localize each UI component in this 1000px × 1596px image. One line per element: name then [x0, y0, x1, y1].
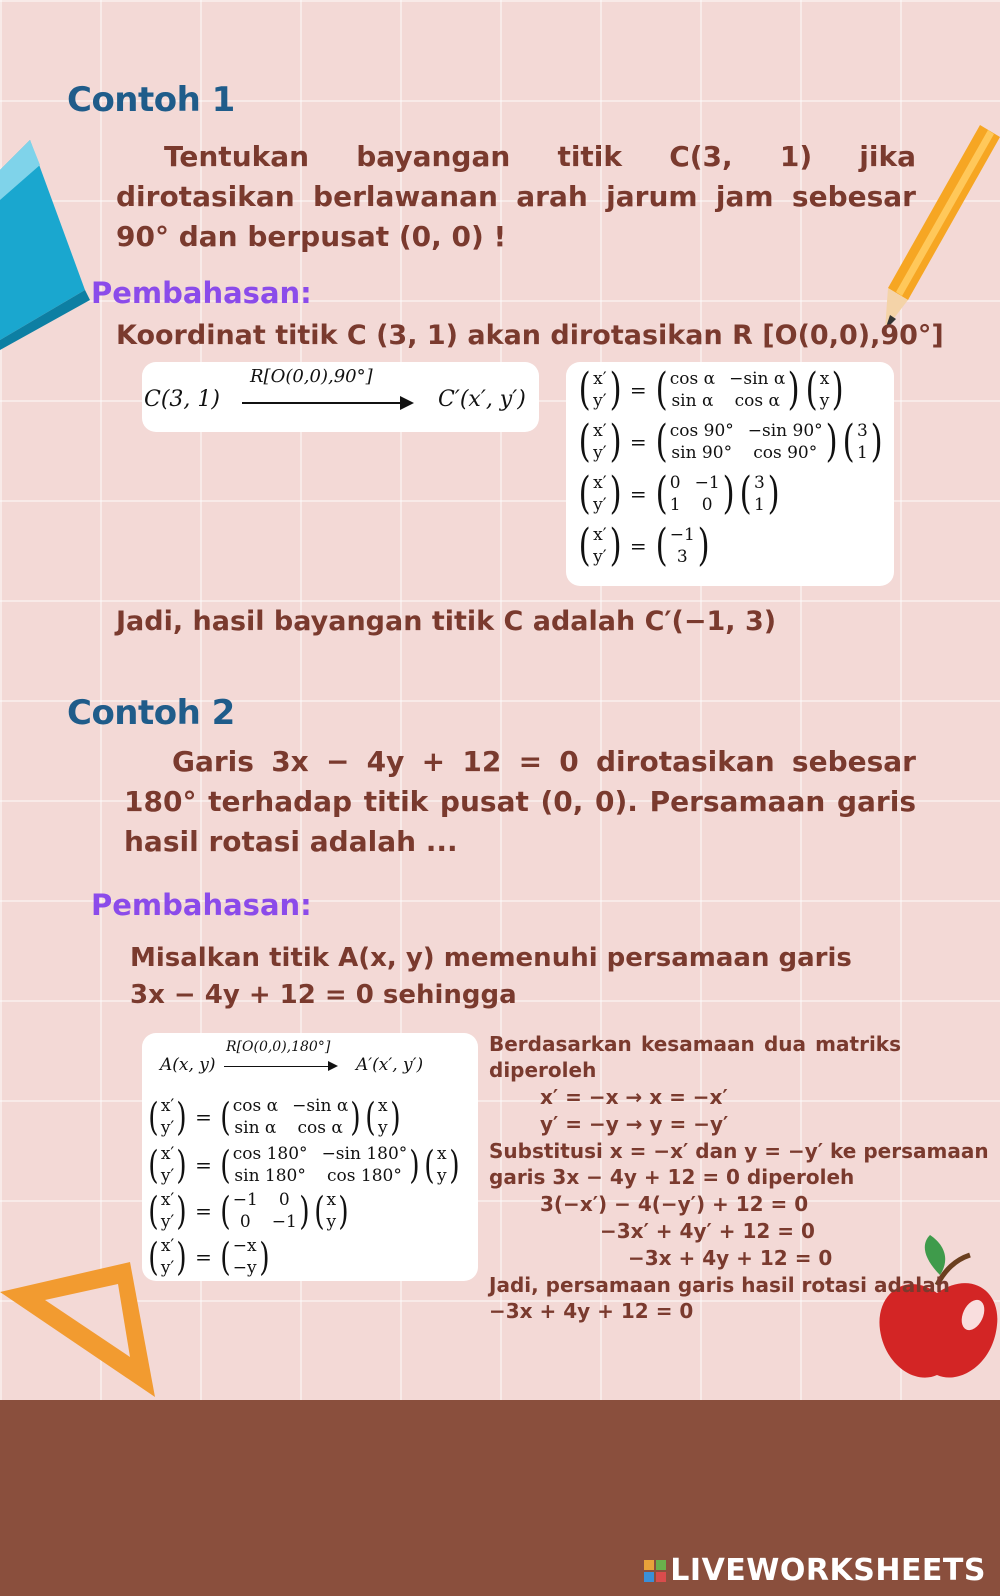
- ruler-triangle-icon: [0, 1262, 160, 1402]
- right-line2: diperoleh: [489, 1058, 597, 1082]
- contoh1-heading: Contoh 1: [67, 80, 235, 120]
- contoh1-question: Tentukan bayangan titik C(3, 1) jika dirotasikan berlawanan arah jarum jam sebesar 90° dan berpusat (0, 0) !: [116, 140, 916, 253]
- contoh1-conclusion: Jadi, hasil bayangan titik C adalah C′(−1, 3): [116, 606, 777, 637]
- matrix2-row-4: ( x′ y′ ) = ( −x −y ): [148, 1235, 270, 1279]
- matrix2-row-2: ( x′ y′ ) = ( cos 180° −sin 180° sin 180° cos 180° ) ( x y ): [148, 1143, 460, 1187]
- right-step3: −3x + 4y + 12 = 0: [628, 1246, 833, 1270]
- contoh2-pembahasan-label: Pembahasan:: [91, 888, 312, 922]
- matrix-row-1: ( x′ y′ ) = ( cos α −sin α sin α cos α ) ( x y ): [578, 364, 844, 415]
- contoh2-matrix-box: [142, 1033, 478, 1281]
- liveworksheets-logo-icon: [644, 1560, 666, 1582]
- book-icon: [0, 140, 90, 350]
- matrix2-row-3: ( x′ y′ ) = ( −1 0 0 −1 ) ( x y ): [148, 1189, 349, 1233]
- right-line1: Berdasarkan kesamaan dua matriks: [489, 1032, 901, 1056]
- contoh2-question: Garis 3x − 4y + 12 = 0 dirotasikan sebesar 180° terhadap titik pusat (0, 0). Persamaan garis hasil rotasi adalah ...: [124, 745, 916, 858]
- mapping-arrow-head: [400, 396, 414, 410]
- right-subst1: Substitusi x = −x′ dan y = −y′ ke persamaan: [489, 1139, 989, 1163]
- right-step2: −3x′ + 4y′ + 12 = 0: [600, 1219, 815, 1243]
- mapping-arrow: [242, 402, 402, 404]
- contoh2-heading: Contoh 2: [67, 693, 235, 733]
- right-final1: Jadi, persamaan garis hasil rotasi adalah: [489, 1273, 950, 1297]
- mapping-label: R[O(0,0),90°]: [250, 366, 373, 387]
- matrix2-row-1: ( x′ y′ ) = ( cos α −sin α sin α cos α ) ( x y ): [148, 1095, 401, 1139]
- mapping2-label: R[O(0,0),180°]: [226, 1039, 331, 1055]
- contoh1-mapping-box: [142, 362, 539, 432]
- right-eq2: y′ = −y → y = −y′: [540, 1112, 729, 1136]
- mapping2-arrow-head: [328, 1061, 338, 1071]
- matrix-row-2: ( x′ y′ ) = ( cos 90° −sin 90° sin 90° cos 90° ) ( 3 1 ): [578, 416, 883, 467]
- right-step1: 3(−x′) − 4(−y′) + 12 = 0: [540, 1192, 809, 1216]
- liveworksheets-logo-text: LIVEWORKSHEETS: [670, 1553, 986, 1588]
- contoh1-koordinat-text: Koordinat titik C (3, 1) akan dirotasikan R [O(0,0),90°]: [116, 320, 944, 351]
- contoh2-misalkan-line1: Misalkan titik A(x, y) memenuhi persamaan garis: [130, 943, 852, 973]
- right-final2: −3x + 4y + 12 = 0: [489, 1299, 694, 1323]
- matrix-row-4: ( x′ y′ ) = ( −1 3 ): [578, 520, 710, 571]
- mapping2-from: A(x, y): [160, 1055, 216, 1075]
- mapping2-to: A′(x′, y′): [356, 1055, 424, 1075]
- right-subst2: garis 3x − 4y + 12 = 0 diperoleh: [489, 1165, 855, 1189]
- mapping-to: C′(x′, y′): [438, 387, 526, 412]
- mapping2-arrow: [224, 1066, 330, 1067]
- apple-icon: [875, 1215, 1000, 1395]
- contoh2-misalkan-line2: 3x − 4y + 12 = 0 sehingga: [130, 980, 517, 1010]
- contoh1-pembahasan-label: Pembahasan:: [91, 276, 312, 310]
- right-eq1: x′ = −x → x = −x′: [540, 1085, 728, 1109]
- mapping-from: C(3, 1): [144, 387, 220, 412]
- contoh1-matrix-box: [566, 362, 894, 586]
- matrix-row-3: ( x′ y′ ) = ( 0 −1 1 0 ) ( 3 1 ): [578, 468, 780, 519]
- liveworksheets-logo[interactable]: [644, 1553, 986, 1588]
